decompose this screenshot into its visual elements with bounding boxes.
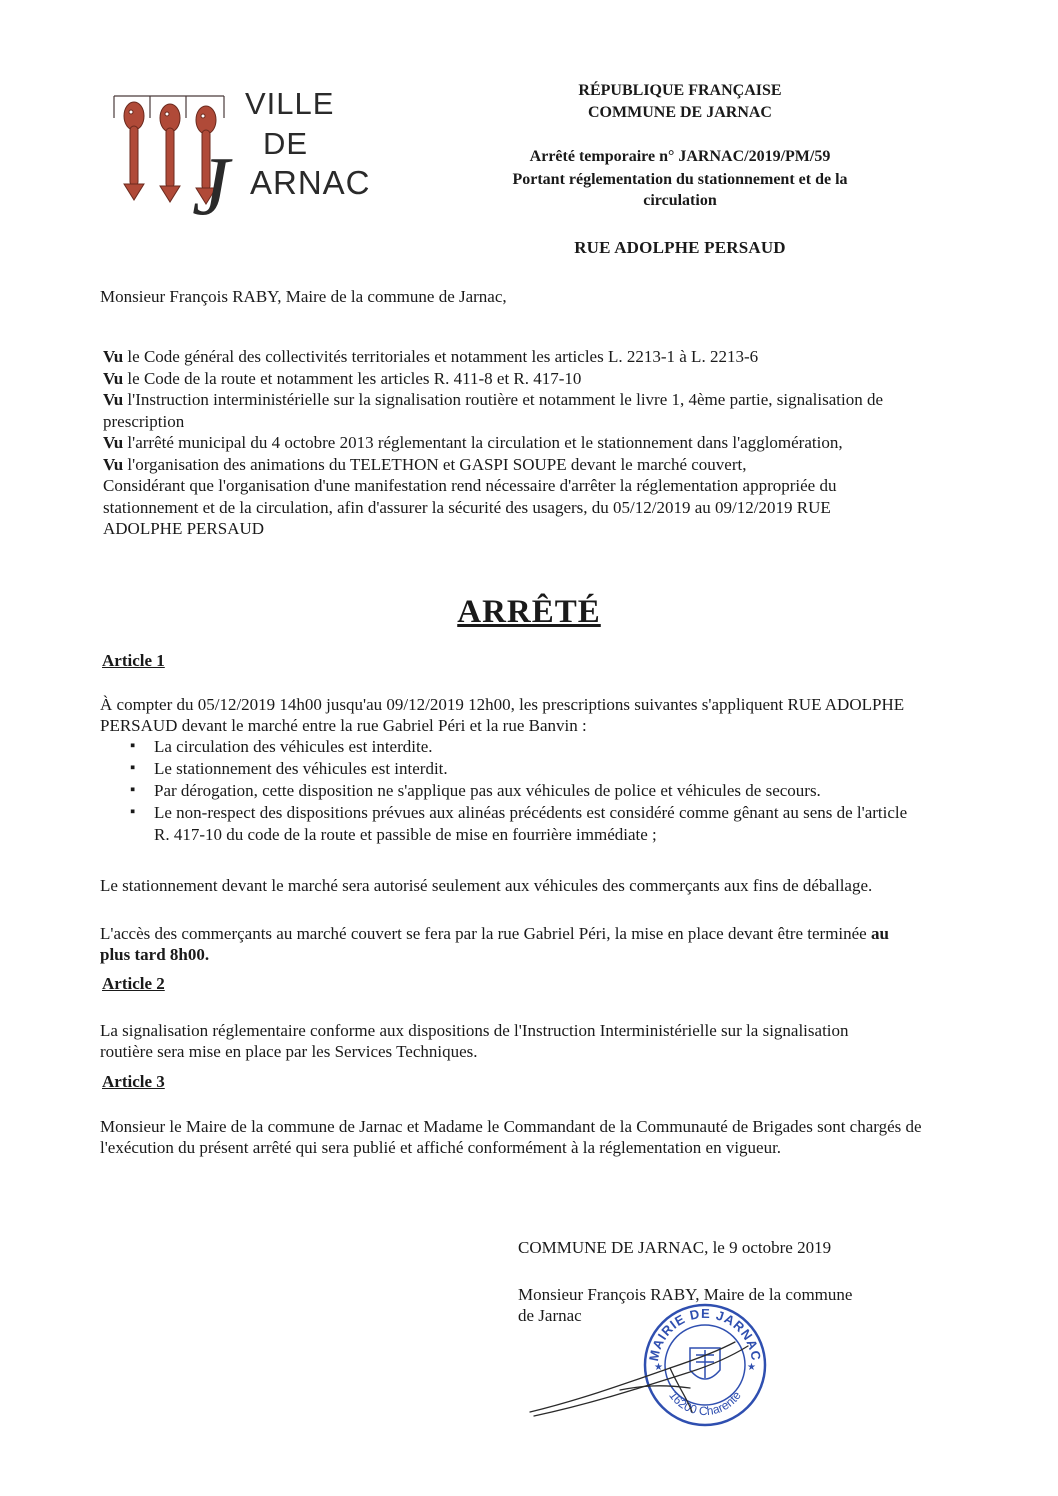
logo-de-text: DE [263,126,309,161]
intro-mayor: Monsieur François RABY, Maire de la commune de Jarnac, [100,287,507,306]
article-1-deadline: au plus tard 8h00. [100,924,889,964]
visa-item [103,368,893,390]
logo-ville-text: VILLE [245,86,335,121]
list-item: ▪ Le stationnement des véhicules est interdit. [130,758,910,780]
header-portant [470,170,890,212]
article-1-paragraph-3-text: L'accès des commerçants au marché couvert se fera par la rue Gabriel Péri, la mise en place devant être terminée [100,924,871,943]
visa-text: le Code général des collectivités territoriales et notamment les articles L. 2213-1 à L. 2213-6 [123,347,759,366]
visa-item [103,346,893,368]
visa-text: l'Instruction interministérielle sur la signalisation routière et notamment le livre 1, 4ème partie, signalisation de prescription [103,390,884,431]
document-title: ARRÊTÉ [457,594,601,630]
visas-block [103,346,893,540]
article-3-title: Article 3 [102,1072,165,1091]
signature-mayor-line1: Monsieur François RABY, Maire de la commune [518,1285,853,1304]
visa-lead: Vu [103,347,124,366]
visa-lead: Vu [103,454,124,474]
header-street: RUE ADOLPHE PERSAUD [574,238,786,257]
visa-item [103,389,893,432]
visa-text: le Code de la route et notamment les articles R. 411-8 et R. 417-10 [123,368,582,388]
stamp-top-text: MAIRIE DE JARNAC [645,1305,764,1363]
header-portant-line1: Portant réglementation du stationnement et de la [512,171,848,188]
visa-lead: Vu [103,368,124,388]
visa-item [103,454,893,476]
list-item: ▪ La circulation des véhicules est interdite. [130,736,910,758]
article-1-list [130,736,910,846]
stamp-bottom-text: 16200 Charente [666,1388,744,1419]
article-2-text: La signalisation réglementaire conforme aux dispositions de l'Instruction Interministérielle sur la signalisation routière sera mise en place par les Services Techniques. [100,1021,849,1061]
article-1-title: Article 1 [102,651,165,670]
svg-text:★: ★ [747,1362,756,1373]
list-item: ▪ Le non-respect des dispositions prévues aux alinéas précédents est considéré comme gênant au sens de l'article R. 417-10 du code de la route et passible de mise en fourrière immédiate ; [130,802,910,845]
signature-mayor-line2: de Jarnac [518,1306,582,1325]
article-1-paragraph-2: Le stationnement devant le marché sera autorisé seulement aux véhicules des commerçants aux fins de déballage. [100,876,873,895]
header-arrete-number: Arrêté temporaire n° JARNAC/2019/PM/59 [529,148,831,165]
visa-text: l'arrêté municipal du 4 octobre 2013 réglementant la circulation et le stationnement dans l'agglomération, [123,433,843,452]
article-1-intro: À compter du 05/12/2019 14h00 jusqu'au 09/12/2019 12h00, les prescriptions suivantes s'appliquent RUE ADOLPHE PERSAUD devant le marché entre la rue Gabriel Péri et la rue Banvin : [100,695,905,735]
article-1-paragraph-3 [100,923,920,965]
svg-text:★: ★ [654,1362,663,1373]
header-republic: RÉPUBLIQUE FRANÇAISE [578,82,782,99]
list-item: ▪ Par dérogation, cette disposition ne s'applique pas aux véhicules de police et véhicules de secours. [130,780,910,802]
header-commune: COMMUNE DE JARNAC [588,104,772,121]
visa-item [103,432,893,454]
signature-place-date: COMMUNE DE JARNAC, le 9 octobre 2019 [518,1238,832,1257]
article-3-text: Monsieur le Maire de la commune de Jarnac et Madame le Commandant de la Communauté de Brigades sont chargés de l'exécution du présent arrêté qui sera publié et affiché conformément à la réglementation en vigueur. [100,1117,922,1157]
considerant-text: Considérant que l'organisation d'une manifestation rend nécessaire d'arrêter la réglementation appropriée du stationnement et de la circulation, afin d'assurer la sécurité des usagers, du 05/12/2019 au 09/12/2019 RUE ADOLPHE PERSAUD [103,476,837,538]
mayor-signature [520,1320,780,1430]
header-portant-line2: circulation [643,192,717,209]
logo-j-initial: J [192,140,230,233]
visa-lead: Vu [103,390,124,409]
logo-jarnac-text: ARNAC [250,164,371,201]
article-2-title: Article 2 [102,974,165,993]
visa-lead: Vu [103,433,124,452]
visa-text: l'organisation des animations du TELETHON et GASPI SOUPE devant le marché couvert, [123,454,747,474]
